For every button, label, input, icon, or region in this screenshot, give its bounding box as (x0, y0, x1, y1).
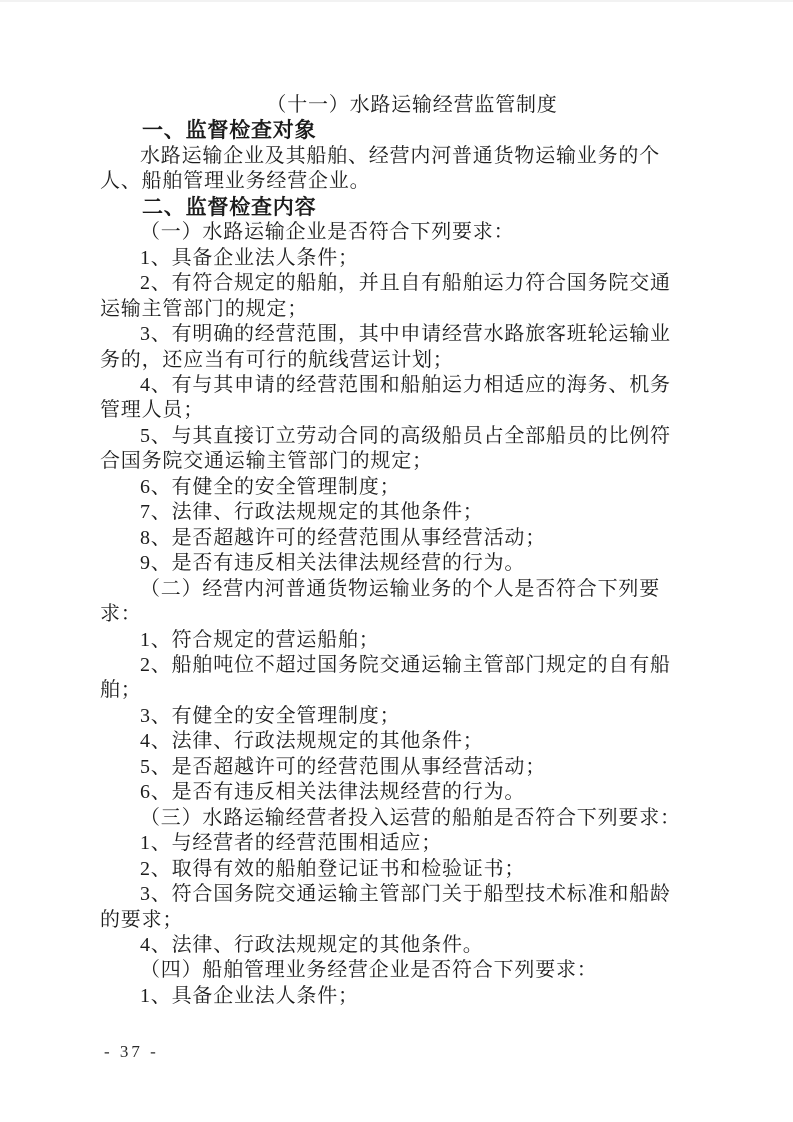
section-heading: 二、监督检查内容 (142, 195, 317, 219)
text-line: 4、法律、行政法规规定的其他条件； (140, 730, 484, 753)
text-line: 5、是否超越许可的经营范围从事经营活动； (140, 755, 546, 778)
page-top-edge (0, 0, 793, 2)
text-line: 3、有健全的安全管理制度； (140, 704, 401, 727)
text-line: 1、具备企业法人条件； (140, 246, 359, 269)
text-line: 6、是否有违反相关法律法规经营的行为。 (140, 781, 526, 804)
text-line: 4、有与其申请的经营范围和船舶运力相适应的海务、机务 (140, 373, 671, 396)
text-line: 务的，还应当有可行的航线营运计划； (100, 348, 454, 371)
text-line: 2、船舶吨位不超过国务院交通运输主管部门规定的自有船 (140, 653, 671, 676)
text-line: （一）水路运输企业是否符合下列要求： (140, 221, 515, 244)
text-line: （三）水路运输经营者投入运营的船舶是否符合下列要求： (140, 806, 681, 829)
text-line: 9、是否有违反相关法律法规经营的行为。 (140, 552, 526, 575)
document-body (100, 93, 692, 1009)
text-line: 求： (100, 603, 142, 626)
text-line: 管理人员； (100, 399, 204, 422)
text-line: 舶； (100, 679, 142, 702)
text-line: （四）船舶管理业务经营企业是否符合下列要求： (140, 959, 598, 982)
text-line: 7、法律、行政法规规定的其他条件； (140, 501, 484, 524)
page-number: - 37 - (104, 1042, 159, 1061)
text-line: 3、符合国务院交通运输主管部门关于船型技术标准和船龄 (140, 883, 671, 906)
text-line: 8、是否超越许可的经营范围从事经营活动； (140, 526, 546, 549)
text-line: 5、与其直接订立劳动合同的高级船员占全部船员的比例符 (140, 424, 671, 447)
text-line: 的要求； (100, 908, 184, 931)
text-line: 1、具备企业法人条件； (140, 984, 359, 1007)
text-line: 2、取得有效的船舶登记证书和检验证书； (140, 857, 526, 880)
text-line: （二）经营内河普通货物运输业务的个人是否符合下列要 (140, 577, 660, 600)
text-line: 1、符合规定的营运船舶； (140, 628, 380, 651)
text-line: 4、法律、行政法规规定的其他条件。 (140, 933, 484, 956)
text-line: 水路运输企业及其船舶、经营内河普通货物运输业务的个 (140, 144, 660, 167)
text-line: 3、有明确的经营范围，其中申请经营水路旅客班轮运输业 (140, 323, 671, 346)
text-line: 2、有符合规定的船舶，并且自有船舶运力符合国务院交通 (140, 272, 671, 295)
text-line: 合国务院交通运输主管部门的规定； (100, 450, 433, 473)
text-line: 人、船舶管理业务经营企业。 (100, 170, 371, 193)
doc-title: （十一）水路运输经营监管制度 (266, 94, 558, 116)
text-line: 运输主管部门的规定； (100, 297, 308, 320)
text-line: 1、与经营者的经营范围相适应； (140, 832, 442, 855)
text-line: 6、有健全的安全管理制度； (140, 475, 401, 498)
section-heading: 一、监督检查对象 (142, 119, 317, 143)
